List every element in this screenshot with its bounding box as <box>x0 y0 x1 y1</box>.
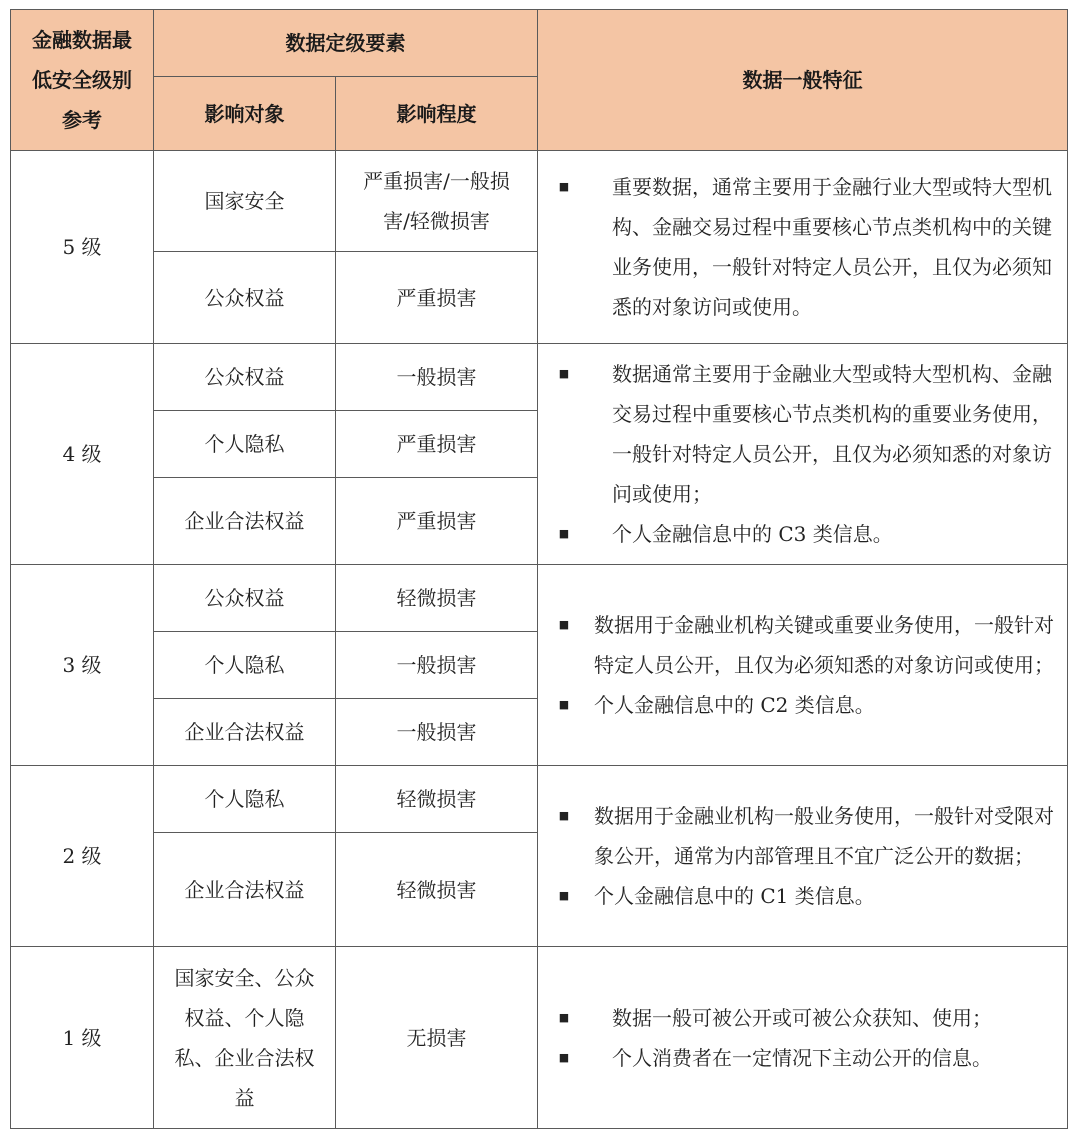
square-bullet-icon: ■ <box>558 618 570 631</box>
header-object: 影响对象 <box>154 77 336 151</box>
impact-object: 个人隐私 <box>154 411 336 478</box>
impact-degree: 轻微损害 <box>336 766 538 833</box>
level-cell: 3 级 <box>11 565 154 766</box>
header-elements: 数据定级要素 <box>154 10 538 77</box>
impact-degree-text: 严重损害/一般损害/轻微损害 <box>363 169 510 233</box>
square-bullet-icon: ■ <box>558 889 570 902</box>
impact-object: 公众权益 <box>154 565 336 632</box>
impact-object <box>154 947 336 1129</box>
feature-item: ■ 数据用于金融业机构一般业务使用，一般针对受限对象公开，通常为内部管理且不宜广泛公开的数据； <box>538 796 1067 876</box>
feature-item: ■ 数据通常主要用于金融业大型或特大型机构、金融交易过程中重要核心节点类机构的重要业务使用，一般针对特定人员公开，且仅为必须知悉的对象访问或使用； <box>538 354 1067 514</box>
square-bullet-icon: ■ <box>558 809 570 822</box>
feature-list <box>538 167 1067 327</box>
feature-item: ■ 个人消费者在一定情况下主动公开的信息。 <box>538 1038 1067 1078</box>
feature-item: ■ 个人金融信息中的 C2 类信息。 <box>538 685 1067 725</box>
square-bullet-icon: ■ <box>558 367 570 380</box>
impact-object: 公众权益 <box>154 344 336 411</box>
impact-object: 企业合法权益 <box>154 699 336 766</box>
impact-object: 企业合法权益 <box>154 478 336 565</box>
header-features: 数据一般特征 <box>538 10 1068 151</box>
impact-degree: 一般损害 <box>336 632 538 699</box>
impact-degree: 轻微损害 <box>336 833 538 947</box>
impact-object: 个人隐私 <box>154 632 336 699</box>
features-cell <box>538 151 1068 344</box>
level-cell: 4 级 <box>11 344 154 565</box>
impact-object: 公众权益 <box>154 252 336 344</box>
feature-item: ■ 数据一般可被公开或可被公众获知、使用； <box>538 998 1067 1038</box>
feature-item: ■ 数据用于金融业机构关键或重要业务使用，一般针对特定人员公开，且仅为必须知悉的对象访问或使用； <box>538 605 1067 685</box>
impact-object-text: 国家安全、公众权益、个人隐私、企业合法权益 <box>174 965 315 1110</box>
square-bullet-icon: ■ <box>558 527 570 540</box>
features-cell <box>538 766 1068 947</box>
impact-degree <box>336 151 538 252</box>
level-cell: 2 级 <box>11 766 154 947</box>
header-level-ref-text: 金融数据最低安全级别参考 <box>32 28 132 132</box>
impact-degree: 轻微损害 <box>336 565 538 632</box>
impact-degree: 严重损害 <box>336 411 538 478</box>
impact-degree: 一般损害 <box>336 344 538 411</box>
header-level-ref <box>11 10 154 151</box>
header-degree: 影响程度 <box>336 77 538 151</box>
feature-list <box>538 354 1067 554</box>
impact-degree: 严重损害 <box>336 478 538 565</box>
feature-item: ■ 重要数据，通常主要用于金融行业大型或特大型机构、金融交易过程中重要核心节点类机构中的关键业务使用，一般针对特定人员公开，且仅为必须知悉的对象访问或使用。 <box>538 167 1067 327</box>
feature-item: ■ 个人金融信息中的 C1 类信息。 <box>538 876 1067 916</box>
impact-degree: 无损害 <box>336 947 538 1129</box>
square-bullet-icon: ■ <box>558 698 570 711</box>
square-bullet-icon: ■ <box>558 180 570 193</box>
feature-list <box>538 605 1067 725</box>
square-bullet-icon: ■ <box>558 1050 570 1064</box>
features-cell <box>538 344 1068 565</box>
impact-degree: 一般损害 <box>336 699 538 766</box>
impact-object: 国家安全 <box>154 151 336 252</box>
features-cell <box>538 947 1068 1129</box>
impact-object: 个人隐私 <box>154 766 336 833</box>
level-cell: 1 级 <box>11 947 154 1129</box>
square-bullet-icon: ■ <box>558 1010 570 1024</box>
impact-object: 企业合法权益 <box>154 833 336 947</box>
feature-list <box>538 796 1067 916</box>
feature-list <box>538 998 1067 1078</box>
feature-item: ■ 个人金融信息中的 C3 类信息。 <box>538 514 1067 554</box>
data-classification-table <box>10 9 1068 1129</box>
impact-degree: 严重损害 <box>336 252 538 344</box>
level-cell: 5 级 <box>11 151 154 344</box>
features-cell <box>538 565 1068 766</box>
